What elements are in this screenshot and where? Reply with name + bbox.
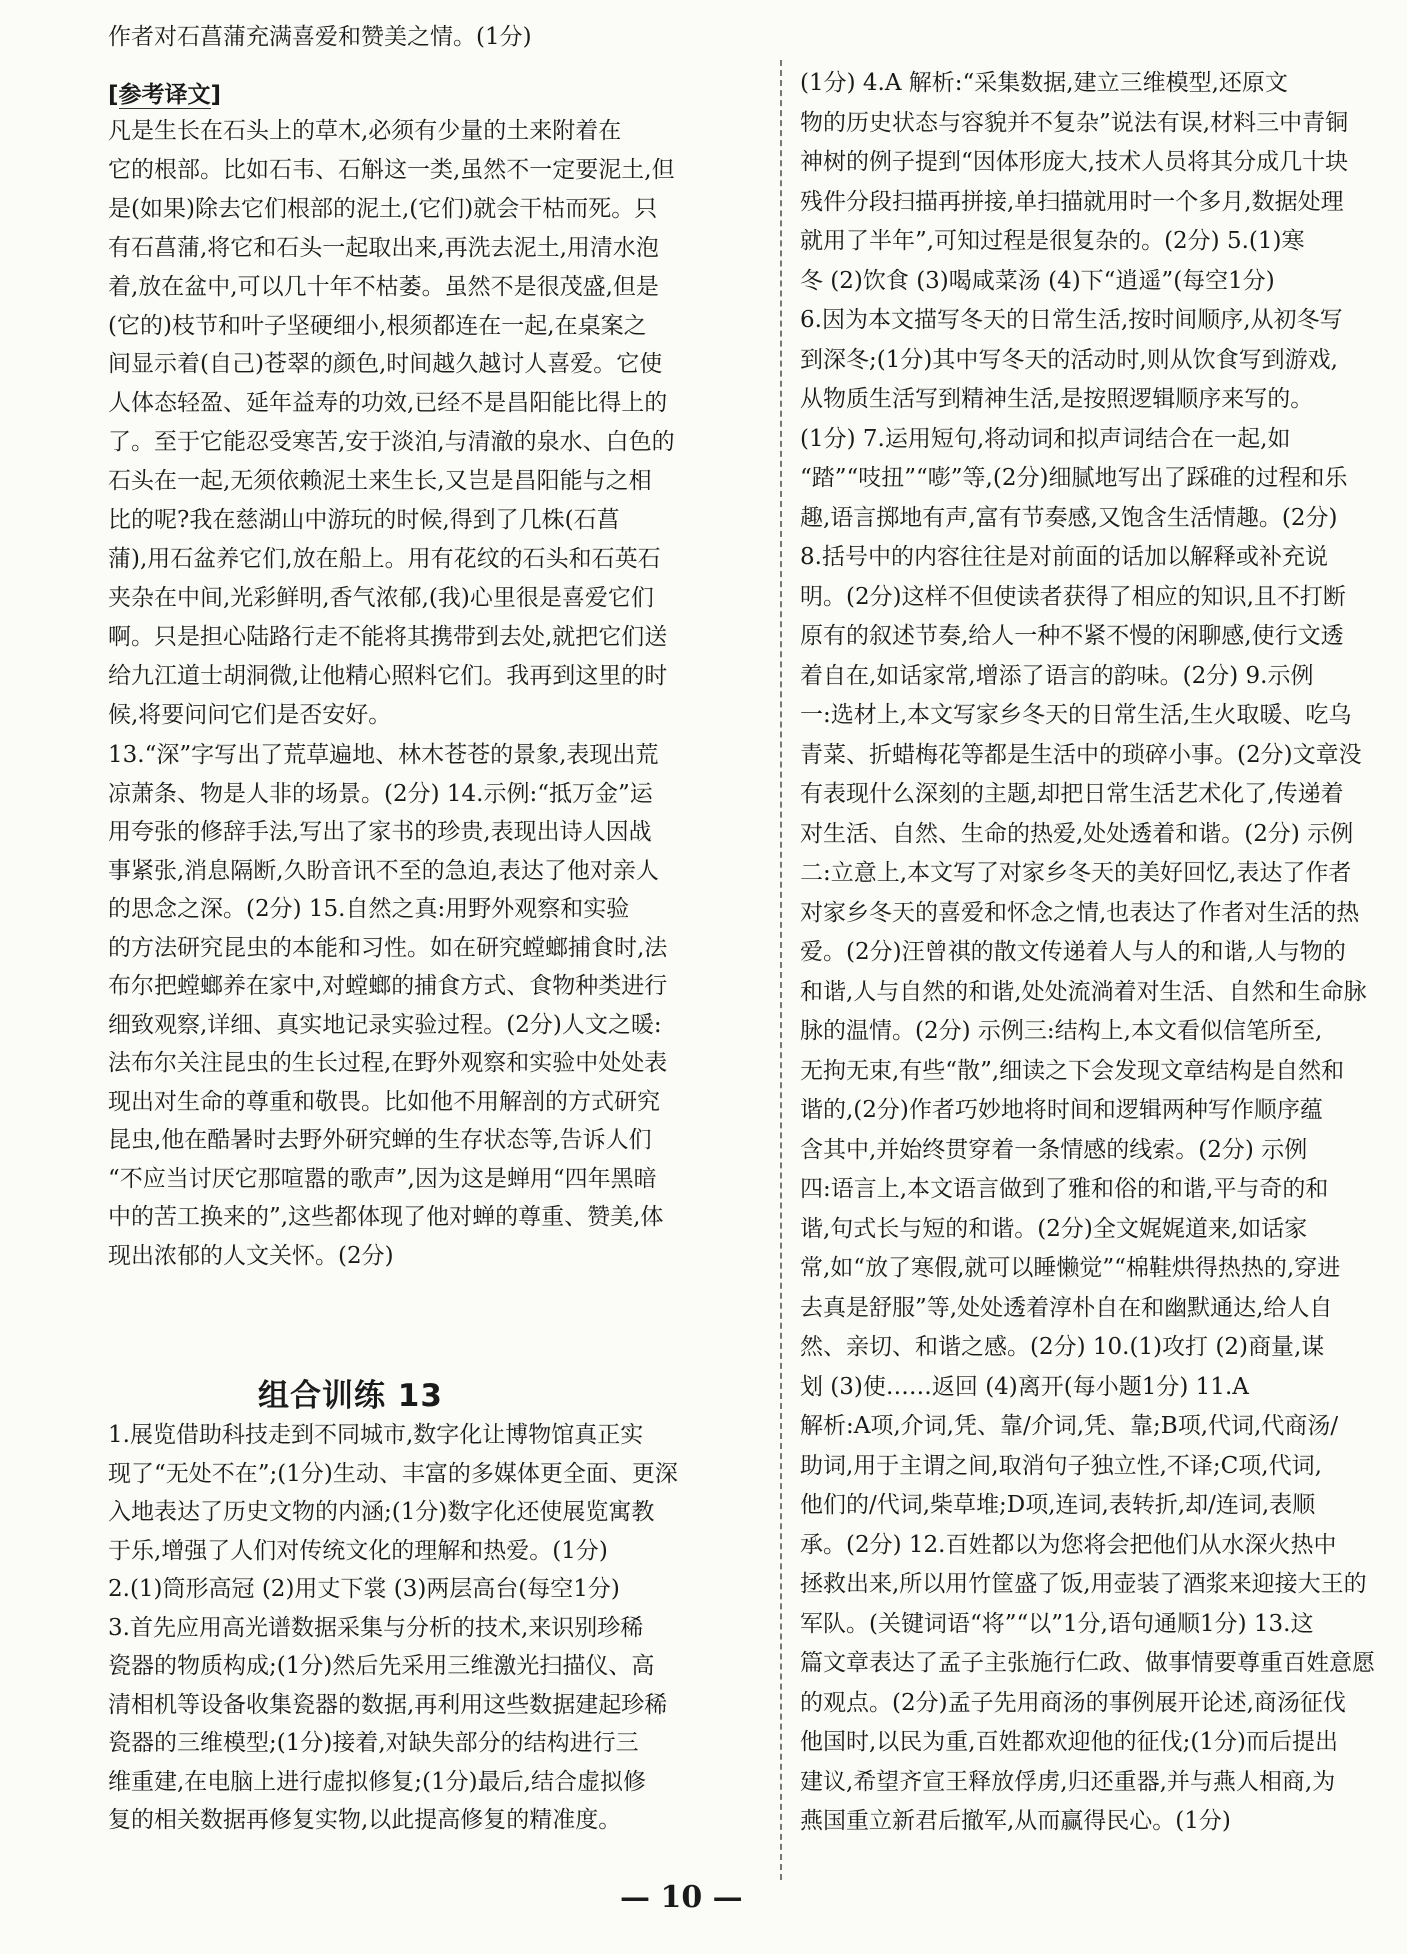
- answer-line: 用夸张的修辞手法,写出了家书的珍贵,表现出诗人因战: [108, 819, 652, 845]
- right-line: 他们的/代词,柴草堆;D项,连词,表转折,却/连词,表顺: [800, 1492, 1316, 1518]
- column-divider: [780, 60, 782, 1880]
- right-line: 原有的叙述节奏,给人一种不紧不慢的闲聊感,使行文透: [800, 623, 1344, 649]
- right-line: 常,如“放了寒假,就可以睡懒觉”“棉鞋烘得热热的,穿进: [800, 1255, 1341, 1281]
- right-line: 着自在,如话家常,增添了语言的韵味。(2分) 9.示例: [800, 662, 1314, 689]
- translation-line: 了。至于它能忍受寒苦,安于淡泊,与清澈的泉水、白色的: [108, 429, 675, 456]
- section-line: 1.展览借助科技走到不同城市,数字化让博物馆真正实: [108, 1422, 644, 1448]
- right-line: 到深冬;(1分)其中写冬天的活动时,则从饮食写到游戏,: [800, 346, 1338, 373]
- translation-line: 蒲),用石盆养它们,放在船上。用有花纹的石头和石英石: [108, 545, 661, 572]
- right-line: 助词,用于主谓之间,取消句子独立性,不译;C项,代词,: [800, 1452, 1322, 1479]
- right-line: 承。(2分) 12.百姓都以为您将会把他们从水深火热中: [800, 1531, 1337, 1558]
- right-line: 趣,语言掷地有声,富有节奏感,又饱含生活情趣。(2分): [800, 504, 1338, 531]
- section-line: 瓷器的三维模型;(1分)接着,对缺失部分的结构进行三: [108, 1730, 639, 1756]
- reference-translation-title: [参考译文]: [108, 82, 222, 108]
- page-number: — 10 —: [620, 1880, 743, 1915]
- translation-line: 间显示着(自己)苍翠的颜色,时间越久越讨人喜爱。它使: [108, 351, 663, 378]
- right-line: 四:语言上,本文语言做到了雅和俗的和谐,平与奇的和: [800, 1176, 1329, 1202]
- answer-line: 现出浓郁的人文关怀。(2分): [108, 1242, 394, 1269]
- right-line: 脉的温情。(2分) 示例三:结构上,本文看似信笔所至,: [800, 1018, 1323, 1044]
- translation-line: 是(如果)除去它们根部的泥土,(它们)就会干枯而死。只: [108, 195, 658, 222]
- right-line: (1分) 7.运用短句,将动词和拟声词结合在一起,如: [800, 425, 1291, 452]
- right-line: (1分) 4.A 解析:“采集数据,建立三维模型,还原文: [800, 70, 1288, 96]
- section-line: 2.(1)筒形高冠 (2)用丈下裳 (3)两层高台(每空1分): [108, 1576, 620, 1602]
- right-line: 青菜、折蜡梅花等都是生活中的琐碎小事。(2分)文章没: [800, 741, 1362, 768]
- answer-line: 的方法研究昆虫的本能和习性。如在研究螳螂捕食时,法: [108, 934, 668, 961]
- answer-line: 的思念之深。(2分) 15.自然之真:用野外观察和实验: [108, 896, 630, 922]
- right-line: 一:选材上,本文写家乡冬天的日常生活,生火取暖、吃乌: [800, 702, 1352, 728]
- right-line: 谐的,(2分)作者巧妙地将时间和逻辑两种写作顺序蕴: [800, 1097, 1323, 1123]
- answer-line: 凉萧条、物是人非的场景。(2分) 14.示例:“抵万金”运: [108, 780, 653, 807]
- right-line: 解析:A项,介词,凭、靠/介词,凭、靠;B项,代词,代商汤/: [800, 1413, 1339, 1439]
- answer-line: 现出对生命的尊重和敬畏。比如他不用解剖的方式研究: [108, 1088, 660, 1115]
- right-line: 就用了半年”,可知过程是很复杂的。(2分) 5.(1)寒: [800, 228, 1305, 254]
- translation-line: 给九江道士胡洞微,让他精心照料它们。我再到这里的时: [108, 662, 668, 689]
- right-line: 然、亲切、和谐之感。(2分) 10.(1)攻打 (2)商量,谋: [800, 1334, 1325, 1360]
- right-line: 二:立意上,本文写了对家乡冬天的美好回忆,表达了作者: [800, 860, 1352, 886]
- right-line: 和谐,人与自然的和谐,处处流淌着对生活、自然和生命脉: [800, 978, 1367, 1005]
- right-line: 神树的例子提到“因体形庞大,技术人员将其分成几十块: [800, 149, 1349, 175]
- translation-line: 有石菖蒲,将它和石头一起取出来,再洗去泥土,用清水泡: [108, 234, 659, 261]
- section-line: 现了“无处不在”;(1分)生动、丰富的多媒体更全面、更深: [108, 1460, 678, 1487]
- translation-line: 比的呢?我在慈湖山中游玩的时候,得到了几株(石菖: [108, 507, 620, 533]
- right-line: 对家乡冬天的喜爱和怀念之情,也表达了作者对生活的热: [800, 899, 1360, 926]
- answer-line: 13.“深”字写出了荒草遍地、林木苍苍的景象,表现出荒: [108, 742, 659, 768]
- translation-line: (它的)枝节和叶子坚硬细小,根须都连在一起,在桌案之: [108, 312, 647, 339]
- right-line: 从物质生活写到精神生活,是按照逻辑顺序来写的。: [800, 386, 1314, 412]
- right-line: 明。(2分)这样不但使读者获得了相应的知识,且不打断: [800, 583, 1346, 610]
- right-line: 8.括号中的内容往往是对前面的话加以解释或补充说: [800, 544, 1328, 570]
- right-line: 军队。(关键词语“将”“以”1分,语句通顺1分) 13.这: [800, 1610, 1314, 1637]
- right-line: 爱。(2分)汪曾祺的散文传递着人与人的和谐,人与物的: [800, 939, 1346, 965]
- translation-line: 夹杂在中间,光彩鲜明,香气浓郁,(我)心里很是喜爱它们: [108, 584, 654, 611]
- answer-line: 事紧张,消息隔断,久盼音讯不至的急迫,表达了他对亲人: [108, 857, 659, 884]
- section-line: 3.首先应用高光谱数据采集与分析的技术,来识别珍稀: [108, 1614, 644, 1641]
- right-line: 他国时,以民为重,百姓都欢迎他的征伐;(1分)而后提出: [800, 1729, 1338, 1755]
- right-line: 物的历史状态与容貌并不复杂”说法有误,材料三中青铜: [800, 109, 1349, 136]
- answer-line: 昆虫,他在酷暑时去野外研究蝉的生存状态等,告诉人们: [108, 1127, 652, 1153]
- section-heading: 组合训练 13: [258, 1378, 443, 1414]
- translation-line: 候,将要问问它们是否安好。: [108, 701, 392, 728]
- section-line: 维重建,在电脑上进行虚拟修复;(1分)最后,结合虚拟修: [108, 1768, 646, 1795]
- right-line: “踏”“吱扭”“嘭”等,(2分)细腻地写出了踩碓的过程和乐: [800, 465, 1348, 491]
- right-line: 对生活、自然、生命的热爱,处处透着和谐。(2分) 示例: [800, 820, 1354, 847]
- right-line: 冬 (2)饮食 (3)喝咸菜汤 (4)下“逍遥”(每空1分): [800, 267, 1275, 294]
- right-line: 建议,希望齐宣王释放俘虏,归还重器,并与燕人相商,为: [800, 1768, 1336, 1795]
- translation-line: 石头在一起,无须依赖泥土来生长,又岂是昌阳能与之相: [108, 468, 652, 495]
- right-line: 无拘无束,有些“散”,细读之下会发现文章结构是自然和: [800, 1057, 1345, 1084]
- answer-line: 法布尔关注昆虫的生长过程,在野外观察和实验中处处表: [108, 1050, 668, 1076]
- section-line: 瓷器的物质构成;(1分)然后先采用三维激光扫描仪、高: [108, 1653, 655, 1679]
- section-line: 于乐,增强了人们对传统文化的理解和热爱。(1分): [108, 1537, 608, 1564]
- right-line: 含其中,并始终贯穿着一条情感的线索。(2分) 示例: [800, 1136, 1308, 1163]
- answer-line: 布尔把螳螂养在家中,对螳螂的捕食方式、食物种类进行: [108, 973, 668, 999]
- intro-line: 作者对石菖蒲充满喜爱和赞美之情。(1分): [108, 24, 532, 50]
- translation-line: 凡是生长在石头上的草木,必须有少量的土来附着在: [108, 118, 622, 144]
- right-line: 的观点。(2分)孟子先用商汤的事例展开论述,商汤征伐: [800, 1689, 1346, 1716]
- right-line: 划 (3)使……返回 (4)离开(每小题1分) 11.A: [800, 1373, 1249, 1400]
- answer-line: 中的苦工换来的”,这些都体现了他对蝉的尊重、赞美,体: [108, 1204, 664, 1230]
- right-line: 去真是舒服”等,处处透着淳朴自在和幽默通达,给人自: [800, 1294, 1333, 1321]
- right-line: 篇文章表达了孟子主张施行仁政、做事情要尊重百姓意愿: [800, 1650, 1375, 1676]
- translation-line: 人体态轻盈、延年益寿的功效,已经不是昌阳能比得上的: [108, 390, 668, 417]
- answer-line: 细致观察,详细、真实地记录实验过程。(2分)人文之暖:: [108, 1011, 662, 1038]
- translation-line: 啊。只是担心陆路行走不能将其携带到去处,就把它们送: [108, 623, 668, 650]
- right-line: 残件分段扫描再拼接,单扫描就用时一个多月,数据处理: [800, 188, 1344, 215]
- section-line: 入地表达了历史文物的内涵;(1分)数字化还使展览寓教: [108, 1499, 655, 1525]
- right-line: 谐,句式长与短的和谐。(2分)全文娓娓道来,如话家: [800, 1215, 1308, 1242]
- translation-line: 它的根部。比如石韦、石斛这一类,虽然不一定要泥土,但: [108, 156, 675, 183]
- right-line: 有表现什么深刻的主题,却把日常生活艺术化了,传递着: [800, 781, 1344, 807]
- right-line: 燕国重立新君后撤军,从而赢得民心。(1分): [800, 1808, 1231, 1834]
- translation-line: 着,放在盆中,可以几十年不枯萎。虽然不是很茂盛,但是: [108, 273, 659, 300]
- right-line: 拯救出来,所以用竹筐盛了饭,用壶装了酒浆来迎接大王的: [800, 1571, 1367, 1597]
- right-line: 6.因为本文描写冬天的日常生活,按时间顺序,从初冬写: [800, 307, 1343, 333]
- answer-line: “不应当讨厌它那喧嚣的歌声”,因为这是蝉用“四年黑暗: [108, 1165, 657, 1192]
- reference-translation-label: 参考译文: [118, 82, 211, 108]
- section-line: 复的相关数据再修复实物,以此提高修复的精准度。: [108, 1807, 622, 1833]
- section-line: 清相机等设备收集瓷器的数据,再利用这些数据建起珍稀: [108, 1691, 668, 1718]
